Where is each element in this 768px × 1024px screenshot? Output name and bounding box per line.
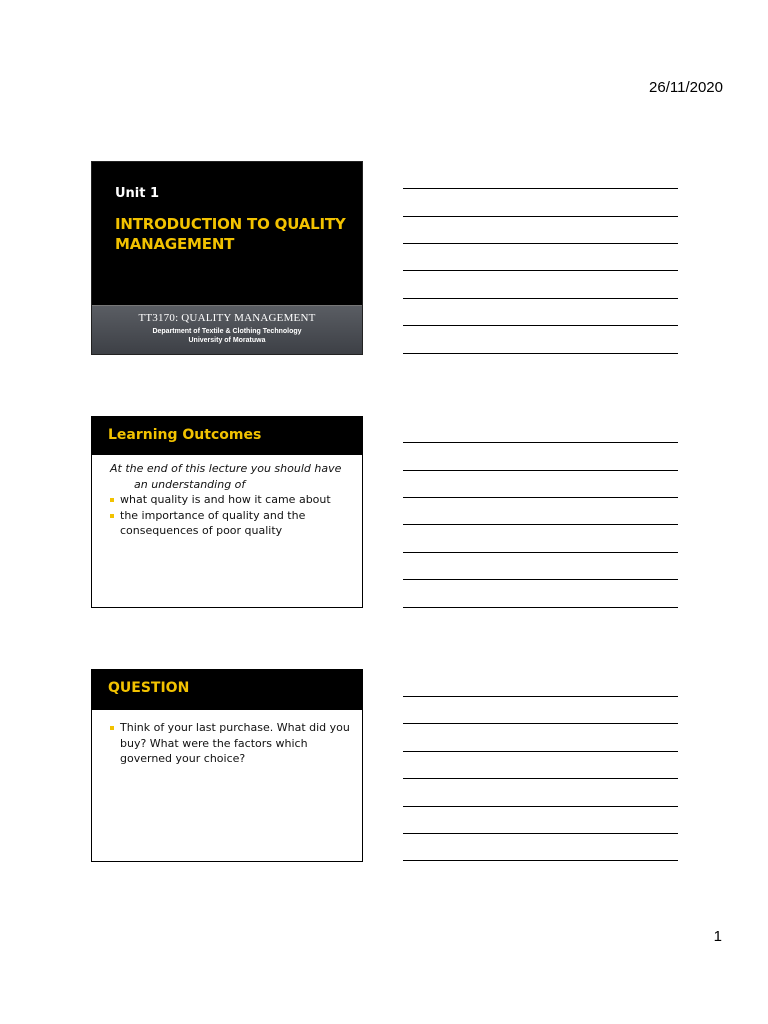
note-line	[403, 860, 678, 861]
note-line	[403, 216, 678, 217]
bullet-item: what quality is and how it came about	[110, 492, 352, 508]
note-line	[403, 298, 678, 299]
note-line	[403, 497, 678, 498]
note-line	[403, 325, 678, 326]
note-line	[403, 353, 678, 354]
bullet-item: Think of your last purchase. What did you buy? What were the factors which governed your choice?	[110, 720, 352, 767]
slide-footer	[92, 305, 362, 354]
slide-learning-outcomes	[91, 416, 363, 608]
page-number: 1	[713, 928, 722, 945]
intro-text	[110, 461, 352, 492]
note-line	[403, 552, 678, 553]
note-line	[403, 778, 678, 779]
note-line	[403, 607, 678, 608]
slide-header	[92, 417, 362, 455]
note-line	[403, 470, 678, 471]
intro-line: At the end of this lecture you should have	[110, 462, 342, 475]
department-name: Department of Textile & Clothing Technology	[152, 328, 302, 335]
note-line	[403, 270, 678, 271]
slide-title	[91, 161, 363, 355]
university-name: University of Moratuwa	[188, 337, 266, 344]
slide-heading: Learning Outcomes	[108, 427, 262, 443]
slide-header	[92, 670, 362, 710]
intro-line: an understanding of	[134, 477, 246, 491]
slide-body	[92, 710, 362, 767]
note-line	[403, 579, 678, 580]
note-line	[403, 442, 678, 443]
page-date: 26/11/2020	[649, 79, 723, 96]
slide-unit-label: Unit 1	[115, 186, 160, 201]
slide-body	[92, 455, 362, 539]
note-line	[403, 524, 678, 525]
note-line	[403, 806, 678, 807]
slide-question	[91, 669, 363, 862]
note-line	[403, 751, 678, 752]
note-line	[403, 723, 678, 724]
slide-heading: QUESTION	[108, 680, 190, 696]
note-line	[403, 188, 678, 189]
slide-title-heading: INTRODUCTION TO QUALITY MANAGEMENT	[115, 215, 346, 253]
bullet-item: the importance of quality and the consequences of poor quality	[110, 508, 352, 539]
course-name: TT3170: QUALITY MANAGEMENT	[138, 312, 316, 324]
note-line	[403, 833, 678, 834]
note-line	[403, 243, 678, 244]
note-line	[403, 696, 678, 697]
